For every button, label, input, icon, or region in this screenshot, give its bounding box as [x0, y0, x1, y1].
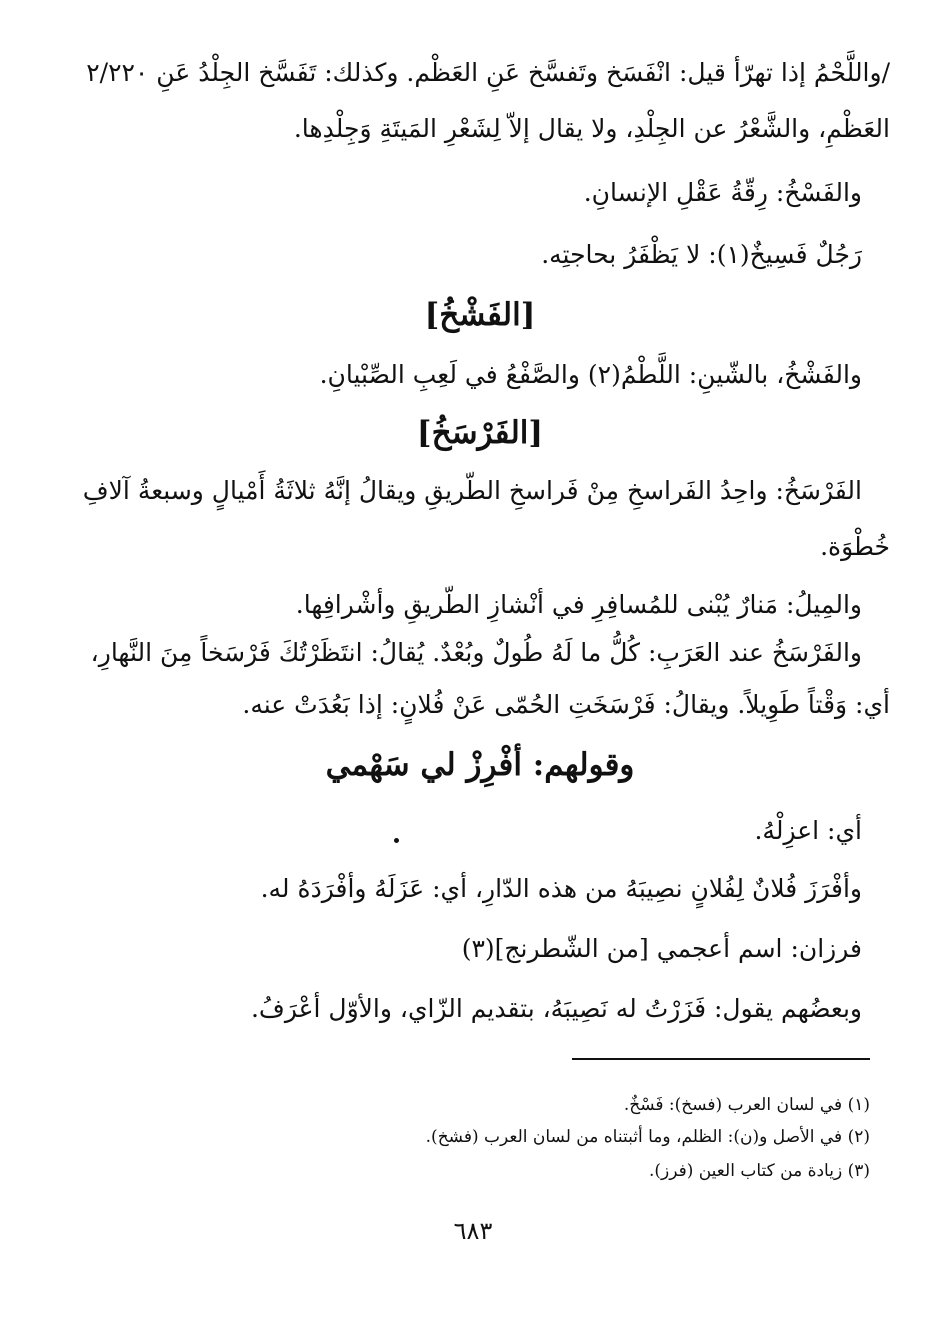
footnote: (٢) في الأصل و(ن): الظلم، وما أثبتناه من لسان العرب (فشخ).: [425, 1127, 870, 1147]
body-line: والفَشْخُ، بالشّينِ: اللَّطْمُ(٢) والصَّفْعُ في لَعِبِ الصِّبْيانِ.: [319, 360, 862, 389]
footnote: (٣) زيادة من كتاب العين (فرز).: [648, 1161, 870, 1181]
footnote: (١) في لسان العرب (فسخ): فَسْخٌ.: [623, 1095, 870, 1115]
entry-heading: وقولهم: أفْرِزْ لي سَهْمي: [325, 747, 635, 783]
body-line: والفَسْخُ: رِقّةُ عَقْلِ الإنسانِ.: [583, 178, 862, 207]
body-line: وبعضُهم يقول: فَزَرْتُ له نَصِيبَهُ، بتقديم الزّاي، والأوّل أعْرَفُ.: [250, 994, 862, 1023]
stray-mark: [394, 838, 399, 843]
page-number: ٦٨٣: [453, 1217, 493, 1245]
body-line: العَظْمِ، والشَّعْرُ عن الجِلْدِ، ولا يقال إلاّ لِشَعْرِ المَيتَةِ وَجِلْدِها.: [293, 114, 890, 143]
body-line: /واللَّحْمُ إذا تهرّأ قيل: انْفَسَخ وتَفسَّخ عَنِ العَظْم. وكذلك: تَفَسَّخ الجِلْدُ عَنِ ٢/٢٢٠: [86, 58, 890, 87]
footnote-separator: [572, 1058, 870, 1060]
entry-heading: [الفَشْخُ]: [424, 297, 536, 333]
body-line: خُطْوَة.: [820, 532, 890, 561]
body-line: أي: اعزِلْهُ.: [754, 816, 862, 845]
body-line: وأفْرَزَ فُلانٌ لِفُلانٍ نصِيبَهُ من هذه الدّارِ، أي: عَزَلَهُ وأفْرَدَهُ له.: [260, 874, 862, 903]
body-line: والفَرْسَخُ عند العَرَبِ: كُلُّ ما لَهُ طُولٌ وبُعْدٌ. يُقالُ: انتَظَرْتُكَ فَرْسَخاً مِنَ النَّهارِ،: [90, 638, 862, 667]
body-line: أي: وَقْتاً طَوِيلاً. ويقالُ: فَرْسَخَتِ الحُمّى عَنْ فُلانٍ: إذا بَعُدَتْ عنه.: [242, 690, 890, 719]
body-line: الفَرْسَخُ: واحِدُ الفَراسخِ مِنْ فَراسخِ الطّريقِ ويقالُ إنَّهُ ثلاثَةُ أَمْيالٍ وسبعةُ آلافِ: [82, 476, 862, 505]
body-line: رَجُلٌ فَسِيخٌ(١): لا يَظْفَرُ بحاجتِه.: [541, 240, 862, 269]
body-line: فرزان: اسم أعجمي [من الشّطرنج](٣): [461, 934, 862, 963]
body-line: والمِيلُ: مَنارٌ يُبْنى للمُسافِرِ في أنْشازِ الطّريقِ وأشْرافِها.: [295, 590, 862, 619]
entry-heading: [الفَرْسَخُ]: [416, 415, 544, 451]
